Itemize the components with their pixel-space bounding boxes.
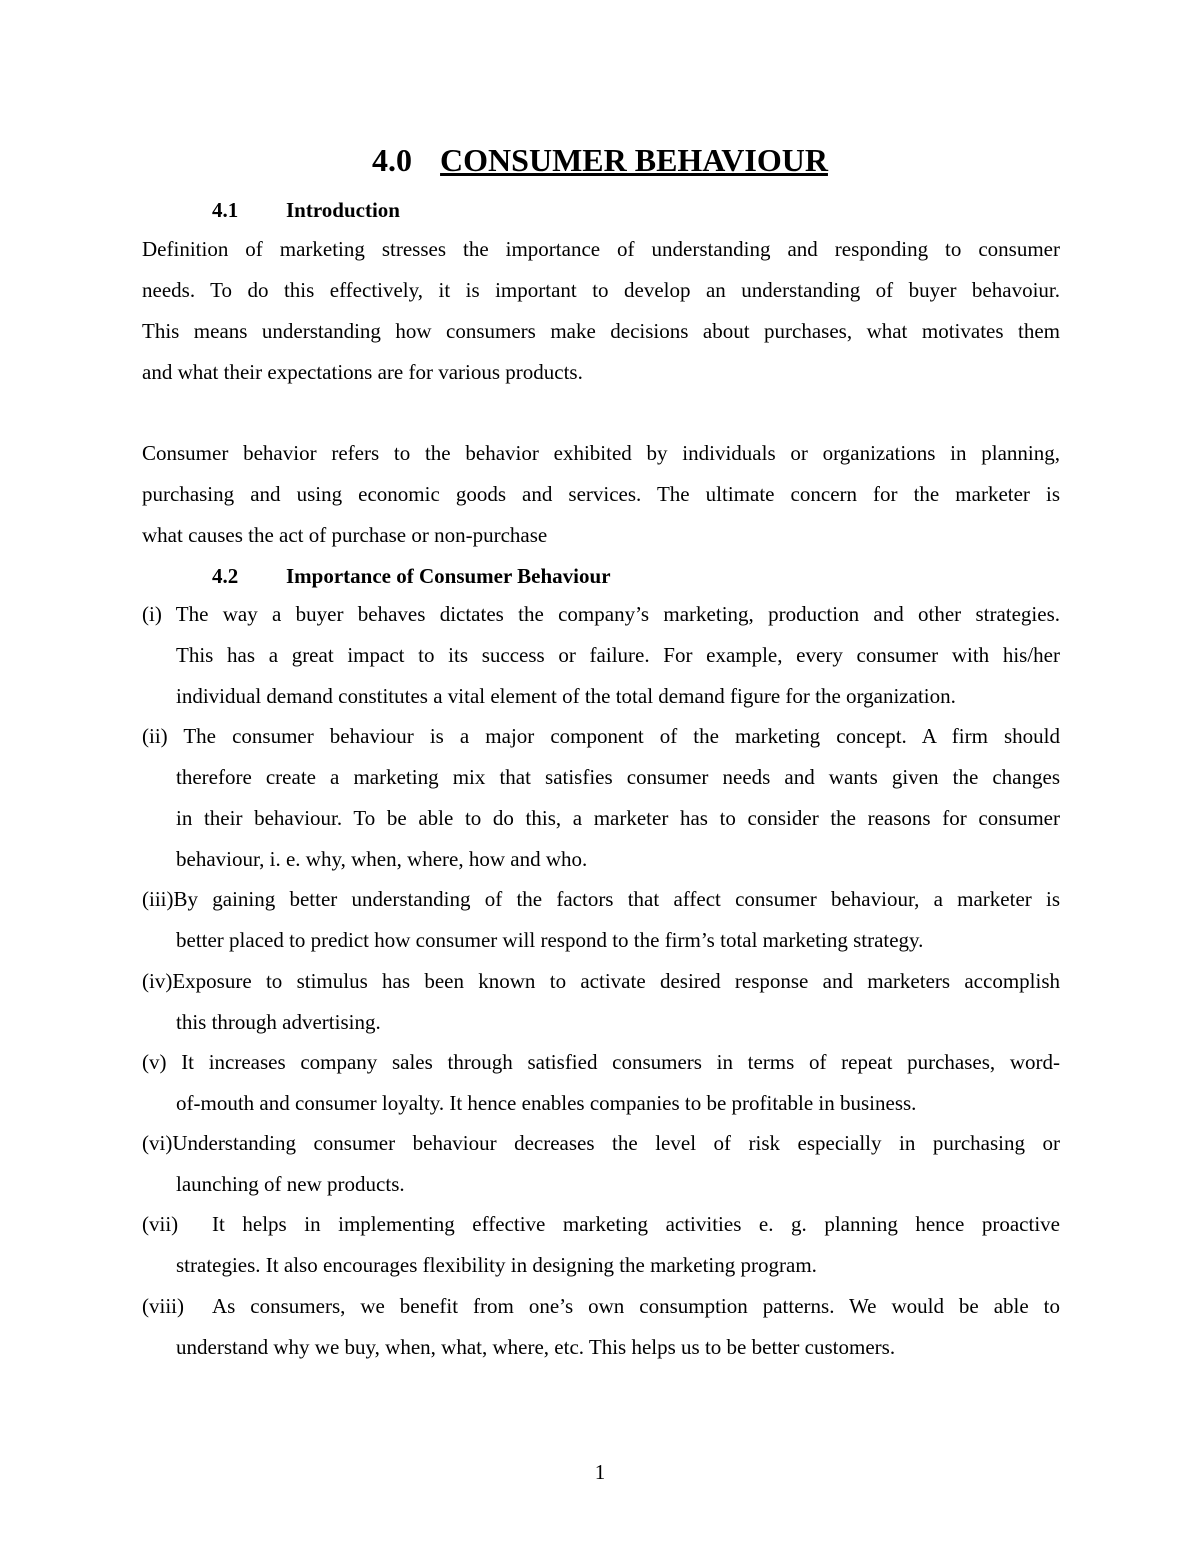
list-item-vi — [142, 1123, 1060, 1205]
section-heading-introduction — [212, 196, 400, 224]
list-item-line: As consumers, we benefit from one’s own consumption patterns. We would be able to — [212, 1294, 1060, 1318]
list-marker: (vii) — [142, 1212, 179, 1236]
list-item-v — [142, 1042, 1060, 1124]
section-heading-text: Introduction — [286, 198, 400, 222]
intro-paragraph-1 — [142, 229, 1060, 393]
paragraph-line: Consumer behavior refers to the behavior exhibited by individuals or organizations in planning, — [142, 441, 1060, 465]
title-number: 4.0 — [372, 142, 413, 178]
page-number: 1 — [594, 1460, 606, 1484]
list-marker: (viii) — [142, 1294, 184, 1318]
paragraph-line: what causes the act of purchase or non-purchase — [142, 523, 548, 547]
section-heading-importance — [212, 562, 611, 590]
paragraph-line: and what their expectations are for various products. — [142, 360, 583, 384]
list-item-line: of-mouth and consumer loyalty. It hence enables companies to be profitable in business. — [176, 1091, 917, 1115]
list-item-vii — [142, 1204, 1060, 1286]
section-number: 4.1 — [212, 198, 239, 222]
list-item-viii — [142, 1286, 1060, 1368]
list-item-iii — [142, 879, 1060, 961]
list-item-line: this through advertising. — [176, 1010, 381, 1034]
list-item-line: understand why we buy, when, what, where, etc. This helps us to be better customers. — [176, 1335, 896, 1359]
list-marker: (v) — [142, 1050, 167, 1074]
page-title — [0, 140, 1200, 180]
list-item-line: It increases company sales through satisfied consumers in terms of repeat purchases, word- — [181, 1050, 1061, 1074]
list-item-line: This has a great impact to its success or failure. For example, every consumer with his/her — [176, 643, 1060, 667]
section-heading-text: Importance of Consumer Behaviour — [286, 564, 611, 588]
list-marker: (i) — [142, 602, 162, 626]
list-item-line: in their behaviour. To be able to do this, a marketer has to consider the reasons for consumer — [176, 806, 1060, 830]
list-item-line: Understanding consumer behaviour decreases the level of risk especially in purchasing or — [172, 1131, 1060, 1155]
paragraph-line: purchasing and using economic goods and services. The ultimate concern for the marketer is — [142, 482, 1060, 506]
list-item-line: The consumer behaviour is a major component of the marketing concept. A firm should — [183, 724, 1060, 748]
paragraph-line: This means understanding how consumers make decisions about purchases, what motivates them — [142, 319, 1060, 343]
section-number: 4.2 — [212, 564, 239, 588]
list-item-ii — [142, 716, 1060, 880]
list-item-line: It helps in implementing effective marketing activities e. g. planning hence proactive — [212, 1212, 1060, 1236]
list-item-line: better placed to predict how consumer will respond to the firm’s total marketing strategy. — [176, 928, 924, 952]
list-item-line: launching of new products. — [176, 1172, 405, 1196]
list-item-line: behaviour, i. e. why, when, where, how and who. — [176, 847, 588, 871]
list-item-line: strategies. It also encourages flexibility in designing the marketing program. — [176, 1253, 817, 1277]
list-item-line: Exposure to stimulus has been known to activate desired response and marketers accomplish — [172, 969, 1060, 993]
list-marker: (iii) — [142, 887, 174, 911]
list-marker: (vi) — [142, 1131, 173, 1155]
list-item-line: individual demand constitutes a vital element of the total demand figure for the organization. — [176, 684, 956, 708]
list-item-line: therefore create a marketing mix that satisfies consumer needs and wants given the changes — [176, 765, 1060, 789]
paragraph-line: Definition of marketing stresses the importance of understanding and responding to consumer — [142, 237, 1060, 261]
list-marker: (iv) — [142, 969, 173, 993]
title-text: CONSUMER BEHAVIOUR — [440, 142, 828, 178]
paragraph-line: needs. To do this effectively, it is important to develop an understanding of buyer behavoiur. — [142, 278, 1060, 302]
intro-paragraph-2 — [142, 433, 1060, 556]
list-item-i — [142, 594, 1060, 717]
list-item-iv — [142, 961, 1060, 1043]
list-item-line: By gaining better understanding of the factors that affect consumer behaviour, a marketer is — [173, 887, 1060, 911]
list-item-line: The way a buyer behaves dictates the company’s marketing, production and other strategies. — [175, 602, 1061, 626]
list-marker: (ii) — [142, 724, 168, 748]
